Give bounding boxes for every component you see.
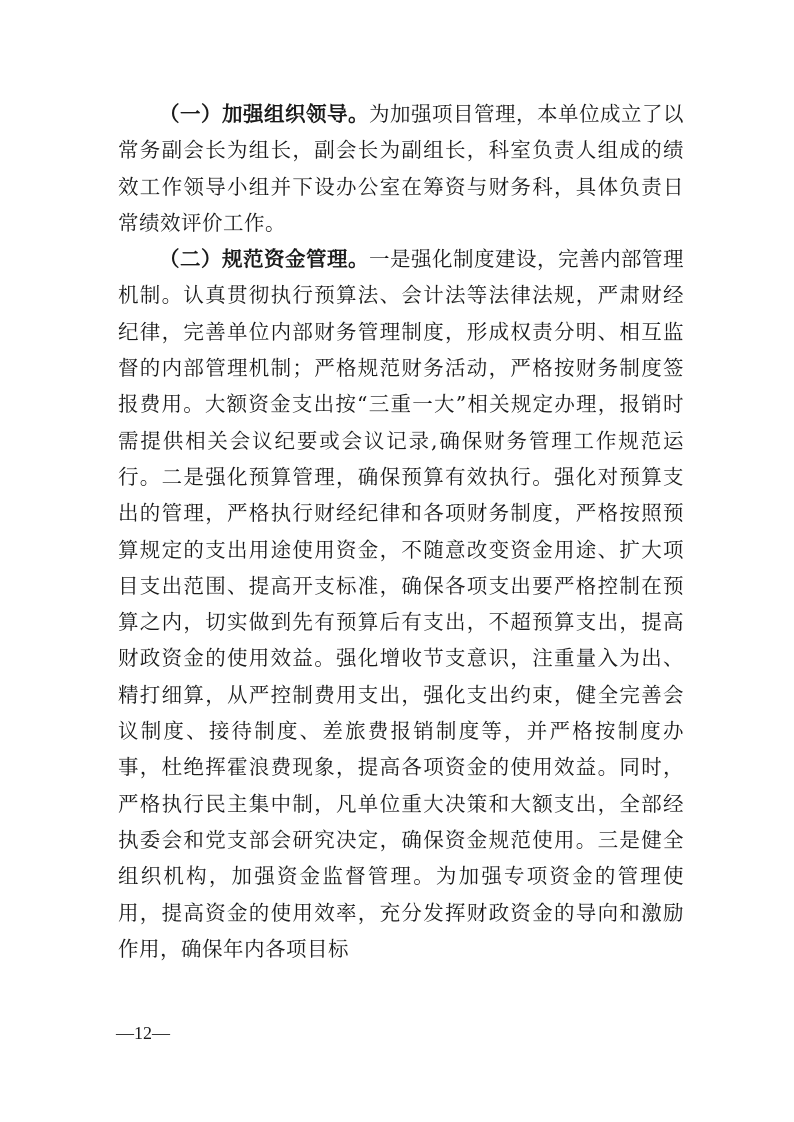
paragraph-fund-management [118,241,684,967]
paragraph-heading: （二）规范资金管理。 [159,247,369,272]
paragraph-text: 为加强项目管理，本单位成立了以常务副会长为组长，副会长为副组长，科室负责人组成的绩效工作领导小组并下设办公室在筹资与财务科，具体负责日常绩效评价工作。 [118,102,684,235]
body-text [118,96,684,967]
paragraph-heading: （一）加强组织领导。 [159,102,369,126]
page-number: —12— [116,1023,170,1043]
paragraph-organization-leadership [118,96,684,241]
paragraph-text: 一是强化制度建设，完善内部管理机制。认真贯彻执行预算法、会计法等法律法规，严肃财经纪律，完善单位内部财务管理制度，形成权责分明、相互监督的内部管理机制；严格规范财务活动，严格按财务制度签报费用。大额资金支出按“三重一大”相关规定办理，报销时需提供相关会议纪要或会议记录,确保财务管理工作规范运行。二是强化预算管理，确保预算有效执行。强化对预算支出的管理，严格执行财经纪律和各项财务制度，严格按照预算规定的支出用途使用资金，不随意改变资金用途、扩大项目支出范围、提高开支标准，确保各项支出要严格控制在预算之内，切实做到先有预算后有支出，不超预算支出，提高财政资金的使用效益。强化增收节支意识，注重量入为出、精打细算，从严控制费用支出，强化支出约束，健全完善会议制度、接待制度、差旅费报销制度等，并严格按制度办事，杜绝挥霍浪费现象，提高各项资金的使用效益。同时，严格执行民主集中制，凡单位重大决策和大额支出，全部经执委会和党支部会研究决定，确保资金规范使用。三是健全组织机构，加强资金监督管理。为加强专项资金的管理使用，提高资金的使用效率，充分发挥财政资金的导向和激励作用，确保年内各项目标 [118,247,684,961]
